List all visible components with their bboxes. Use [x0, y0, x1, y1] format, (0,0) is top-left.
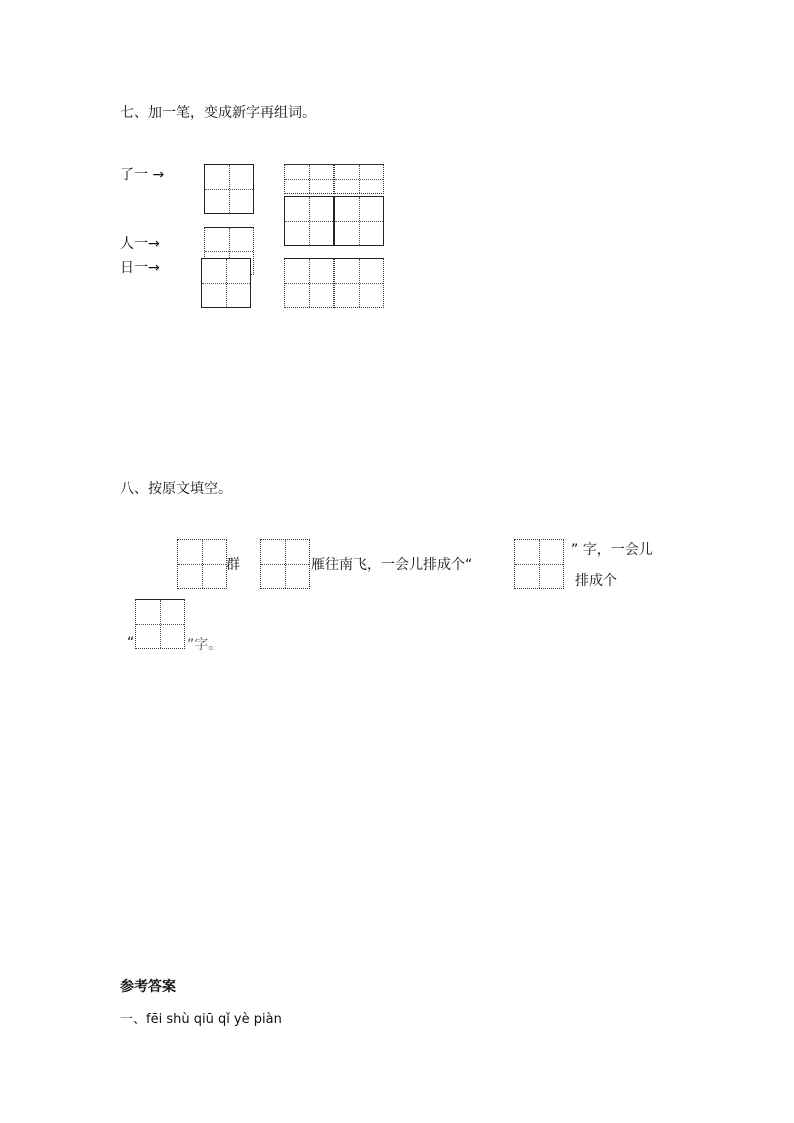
- answers-title: 参考答案: [120, 979, 176, 995]
- text-sentence-b: ” 字，一会儿: [571, 542, 653, 558]
- fill-box-3[interactable]: [514, 539, 564, 589]
- row-label-ren: 人一→: [120, 236, 160, 252]
- char-box-ri-new[interactable]: [201, 258, 251, 308]
- text-qun: 群: [226, 557, 240, 573]
- word-box-le-2[interactable]: [334, 196, 384, 246]
- fill-box-1[interactable]: [177, 539, 227, 589]
- text-sentence-a: 雁往南飞，一会儿排成个“: [311, 557, 473, 573]
- text-sentence-c: 排成个: [575, 573, 617, 589]
- row-label-ri: 日一→: [120, 260, 160, 276]
- word-box-ri-1[interactable]: [284, 258, 334, 308]
- answers-line-1: 一、fēi shù qiū qǐ yè piàn: [120, 1012, 282, 1027]
- word-box-le-1-upper[interactable]: [284, 164, 334, 194]
- word-box-le-1[interactable]: [284, 196, 334, 246]
- char-box-le-new[interactable]: [204, 164, 254, 214]
- fill-box-2[interactable]: [260, 539, 310, 589]
- text-zi-end: ”字。: [187, 637, 223, 653]
- word-box-le-2-upper[interactable]: [334, 164, 384, 194]
- word-box-ri-2[interactable]: [334, 258, 384, 308]
- row-label-le: 了一 →: [120, 167, 165, 183]
- section-8-title: 八、按原文填空。: [120, 481, 232, 497]
- section-7-title: 七、加一笔，变成新字再组词。: [120, 105, 316, 121]
- text-open-quote: “: [127, 635, 135, 651]
- fill-box-4[interactable]: [135, 599, 185, 649]
